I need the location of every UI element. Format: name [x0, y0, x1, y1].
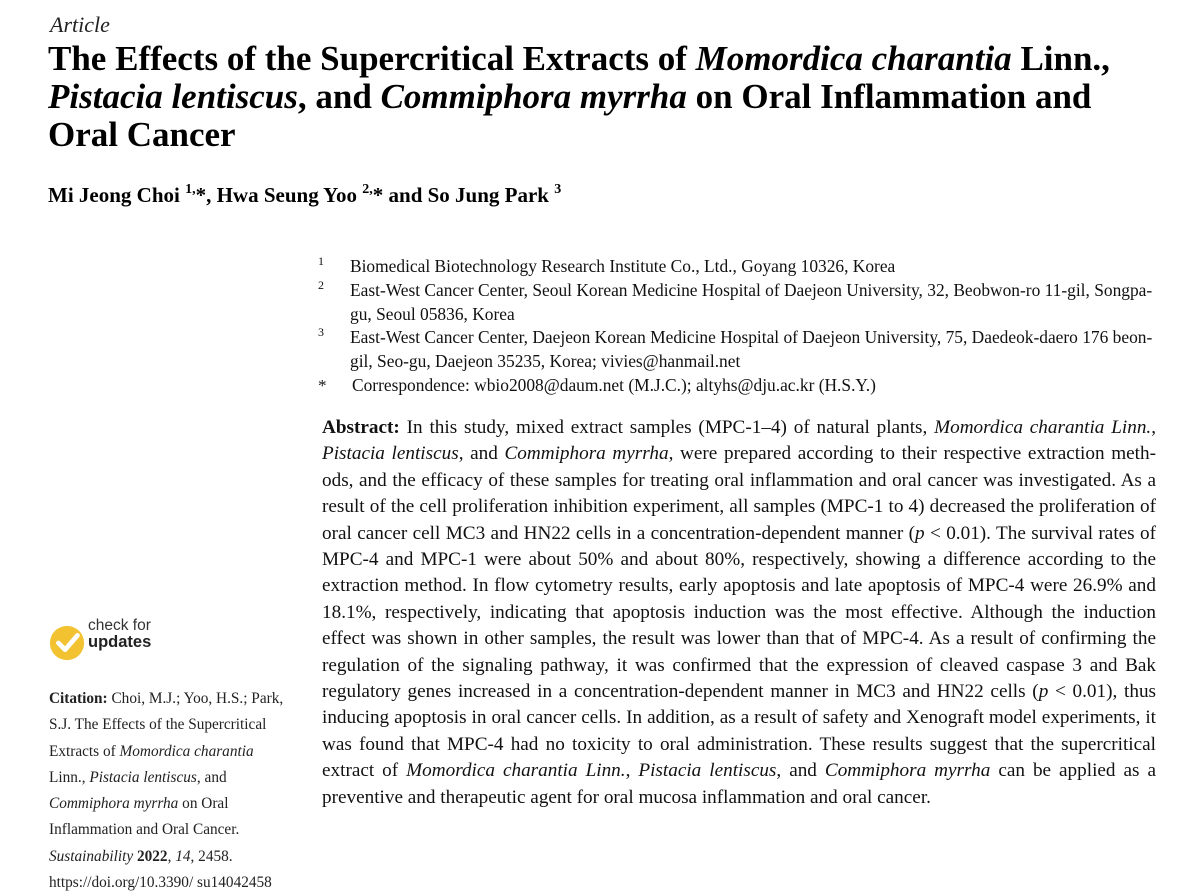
- affiliation-item: [318, 255, 1168, 279]
- citation-species: Pistacia lentiscus: [89, 768, 197, 786]
- abstract-text: < 0.01). The survival rates of MPC-4 and MPC-1 were about 50% and about 80%, respectively, showing a difference according to the extraction method. In flow cytometry results, early apoptosis and late apoptosis of MPC-4 were 26.9% and 18.1%, respectively, indicating that apoptosis induction was the most effective. Although the induction effect was shown in other samples, the result was lower than that of MPC-4. As a result of confirming the regulation of the signaling pathway, it was confirmed that the expression of cleaved caspase 3 and Bak regulatory genes increased in a concentration-dependent manner in MC3 and HN22 cells (: [322, 522, 1157, 703]
- article-type-label: Article: [50, 12, 110, 37]
- p-value-symbol: p: [1038, 681, 1049, 703]
- title-species: Pistacia lentiscus: [48, 77, 298, 116]
- citation-block: [49, 686, 285, 896]
- author-affiliation-ref: 2,: [362, 182, 373, 197]
- title-text: The Effects of the Supercritical Extracts of: [48, 39, 696, 78]
- citation-text: on Oral Inflammation and Oral Cancer.: [49, 795, 240, 839]
- author-affiliation-ref: 1,: [185, 182, 196, 197]
- abstract-text: can be applied as a preventive and therapeutic agent for oral mucosa inflammation and oral cancer.: [322, 760, 1157, 808]
- title-species: Commiphora myrrha: [380, 77, 687, 116]
- abstract-text: ,: [1151, 417, 1157, 438]
- citation-journal: Sustainability: [49, 847, 134, 865]
- correspondence-mark: *: [318, 375, 327, 395]
- author-separator: and: [383, 183, 428, 207]
- abstract-species: Momordica charantia Linn.: [934, 417, 1152, 438]
- affiliation-number: 2: [318, 277, 324, 292]
- citation-doi[interactable]: , 2458. https://doi.org/10.3390/ su14042458: [49, 847, 272, 892]
- abstract: [322, 415, 1156, 811]
- title-text: Linn.,: [1011, 39, 1110, 78]
- author-name: Hwa Seung Yoo: [216, 183, 363, 207]
- author-name: Mi Jeong Choi: [48, 183, 186, 207]
- affiliation-text: Biomedical Biotechnology Research Institute Co., Ltd., Goyang 10326, Korea: [350, 256, 896, 276]
- corresponding-mark: *: [195, 183, 207, 207]
- affiliation-text: East-West Cancer Center, Daejeon Korean Medicine Hospital of Daejeon University, 75, Daedeok-daero 176 beon-gil, Seo-gu, Daejeon 35235, Korea; vivies@hanmail.net: [350, 327, 1153, 372]
- citation-species: Commiphora myrrha: [49, 795, 179, 813]
- author-name: So Jung Park: [427, 183, 555, 207]
- abstract-species: Commiphora myrrha: [504, 443, 669, 465]
- abstract-text: In this study, mixed extract samples (MPC-1–4) of natural plants,: [399, 417, 935, 438]
- abstract-species: Commiphora myrrha: [824, 760, 991, 782]
- check-updates-text: [88, 617, 151, 651]
- abstract-species: Pistacia lentiscus: [638, 760, 777, 782]
- abstract-text: < 0.01), thus inducing apoptosis in oral cancer cells. In addition, as a result of safety and Xenograft model experiments, it was found that MPC-4 had no toxicity to oral administration. These results suggest that the supercritical extract of: [322, 681, 1157, 782]
- corresponding-mark: *: [372, 183, 384, 207]
- check-circle-icon: [48, 624, 86, 662]
- citation-text: ,: [167, 847, 176, 865]
- citation-label: Citation:: [49, 690, 108, 707]
- abstract-species: Pistacia lentiscus: [322, 443, 459, 465]
- check-updates-line1: check for: [88, 617, 151, 634]
- citation-species: Momordica charantia: [119, 742, 254, 760]
- abstract-text: , and: [458, 443, 505, 465]
- affiliation-text: East-West Cancer Center, Seoul Korean Medicine Hospital of Daejeon University, 32, Beobwon-ro 11-gil, Songpa-gu, Seoul 05836, Korea: [350, 279, 1153, 324]
- citation-year: 2022: [136, 847, 168, 865]
- correspondence-item: [318, 374, 1168, 398]
- abstract-text: , and: [776, 760, 825, 782]
- affiliation-item: [318, 326, 1168, 374]
- title-text: , and: [297, 77, 381, 116]
- author-affiliation-ref: 3: [554, 182, 562, 197]
- correspondence-text: Correspondence: wbio2008@daum.net (M.J.C.); altyhs@dju.ac.kr (H.S.Y.): [352, 374, 876, 395]
- p-value-symbol: p: [915, 522, 925, 544]
- abstract-text: , were prepared according to their respective extraction methods, and the efficacy of these samples for treating oral inflammation and oral cancer was investigated. As a result of the cell proliferation inhibition experiment, all samples (MPC-1 to 4) decreased the proliferation of oral cancer cell MC3 and HN22 cells in a concentration-dependent manner (: [322, 443, 1156, 544]
- citation-text: Choi, M.J.; Yoo, H.S.; Park, S.J. The Effects of the Supercritical Extracts of: [49, 690, 284, 760]
- check-for-updates-badge[interactable]: [48, 616, 208, 680]
- affiliation-item: [318, 279, 1168, 327]
- author-list: [48, 180, 561, 210]
- check-updates-line2: updates: [88, 633, 152, 651]
- citation-volume: 14: [175, 847, 191, 865]
- affiliations-list: [318, 255, 1168, 398]
- affiliation-number: 1: [318, 254, 324, 268]
- citation-text: , and: [196, 768, 227, 786]
- abstract-text: ,: [625, 760, 639, 782]
- abstract-label: Abstract:: [322, 417, 400, 438]
- affiliation-number: 3: [318, 325, 324, 340]
- author-separator: ,: [206, 183, 217, 207]
- title-species: Momordica charantia: [695, 39, 1012, 78]
- abstract-species: Momordica charantia Linn.: [406, 760, 626, 782]
- citation-text: Linn.,: [49, 768, 90, 786]
- paper-title: [48, 40, 1158, 154]
- title-text: on Oral Inflammation and Oral Cancer: [48, 77, 1092, 154]
